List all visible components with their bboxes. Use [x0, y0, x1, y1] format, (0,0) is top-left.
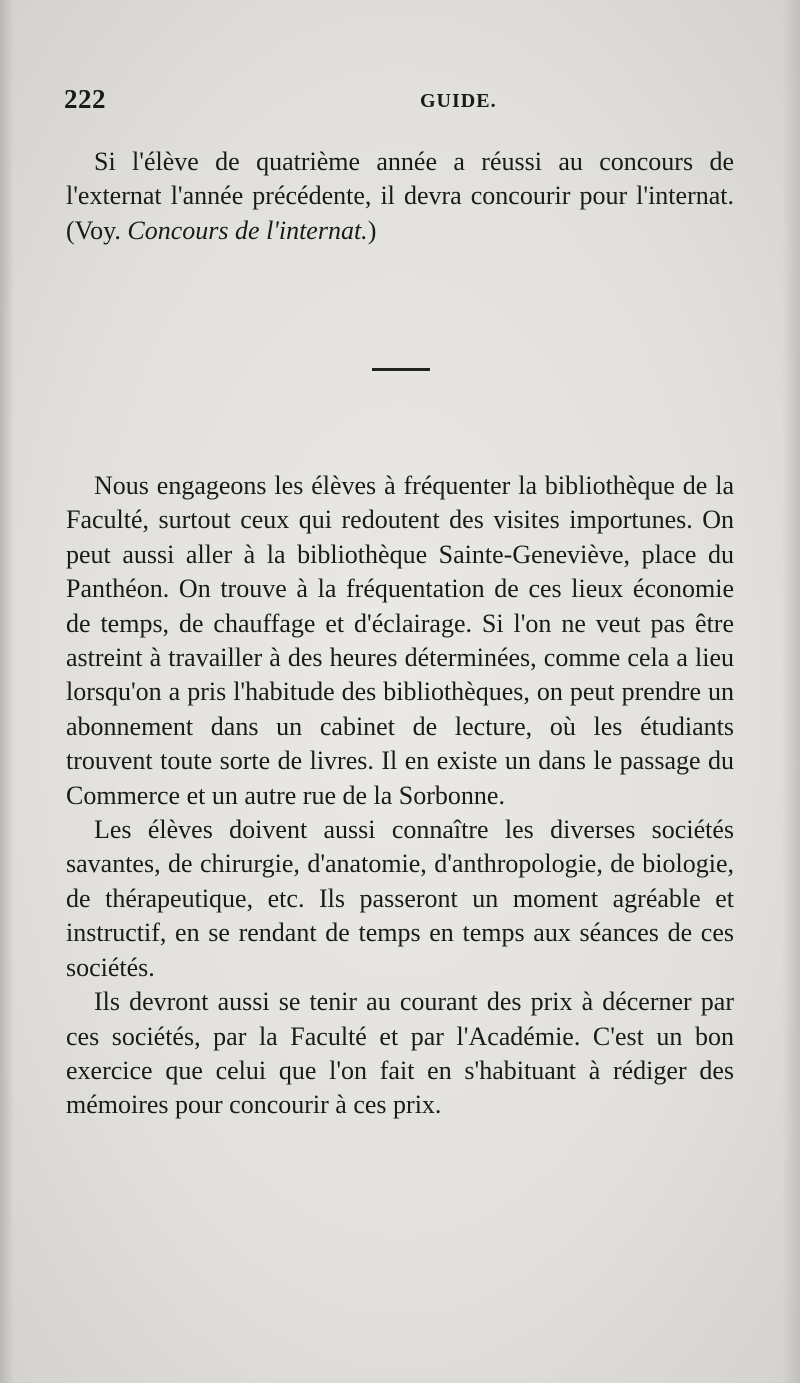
paragraph-societes: Les élèves doivent aussi connaître les diverses sociétés savantes, de chirurgie, d'anatomie, d'anthropologie, de biologie, de thérapeutique, etc. Ils passeront un moment agréable et instructif, en se rendant de temps en temps aux séances de ces sociétés.	[66, 815, 734, 982]
upper-text-block	[66, 145, 734, 248]
paragraph-internat-closing: )	[367, 215, 377, 245]
paragraph-prix: Ils devront aussi se tenir au courant des prix à décerner par ces sociétés, par la Faculté et par l'Académie. C'est un bon exercice que celui que l'on fait en s'habituant à rédiger des mémoires pour concourir à ces prix.	[66, 987, 734, 1120]
lower-text-block	[66, 469, 734, 1123]
paragraph-internat	[66, 145, 734, 248]
paragraph-bibliotheque: Nous engageons les élèves à fréquenter la bibliothèque de la Faculté, surtout ceux qui redoutent des visites importunes. On peut aussi aller à la bibliothèque Sainte-Geneviève, place du Panthéon. On trouve à la fréquentation de ces lieux économie de temps, de chauffage et d'éclairage. Si l'on ne veut pas être astreint à travailler à des heures déterminées, comme cela a lieu lorsqu'on a pris l'habitude des bibliothèques, on peut prendre un abonnement dans un cabinet de lecture, où les étudiants trouvent toute sorte de livres. Il en existe un dans le passage du Commerce et un autre rue de la Sorbonne.	[66, 471, 734, 810]
page-header	[64, 84, 734, 124]
page-number: 222	[64, 84, 106, 114]
section-divider	[372, 368, 430, 371]
paragraph-internat-reference: Concours de l'internat.	[127, 215, 368, 245]
running-head: GUIDE.	[420, 90, 497, 112]
paragraph-internat-text: Si l'élève de quatrième année a réussi au concours de l'externat l'année précédente, il devra concourir pour l'internat. (Voy.	[66, 147, 734, 245]
